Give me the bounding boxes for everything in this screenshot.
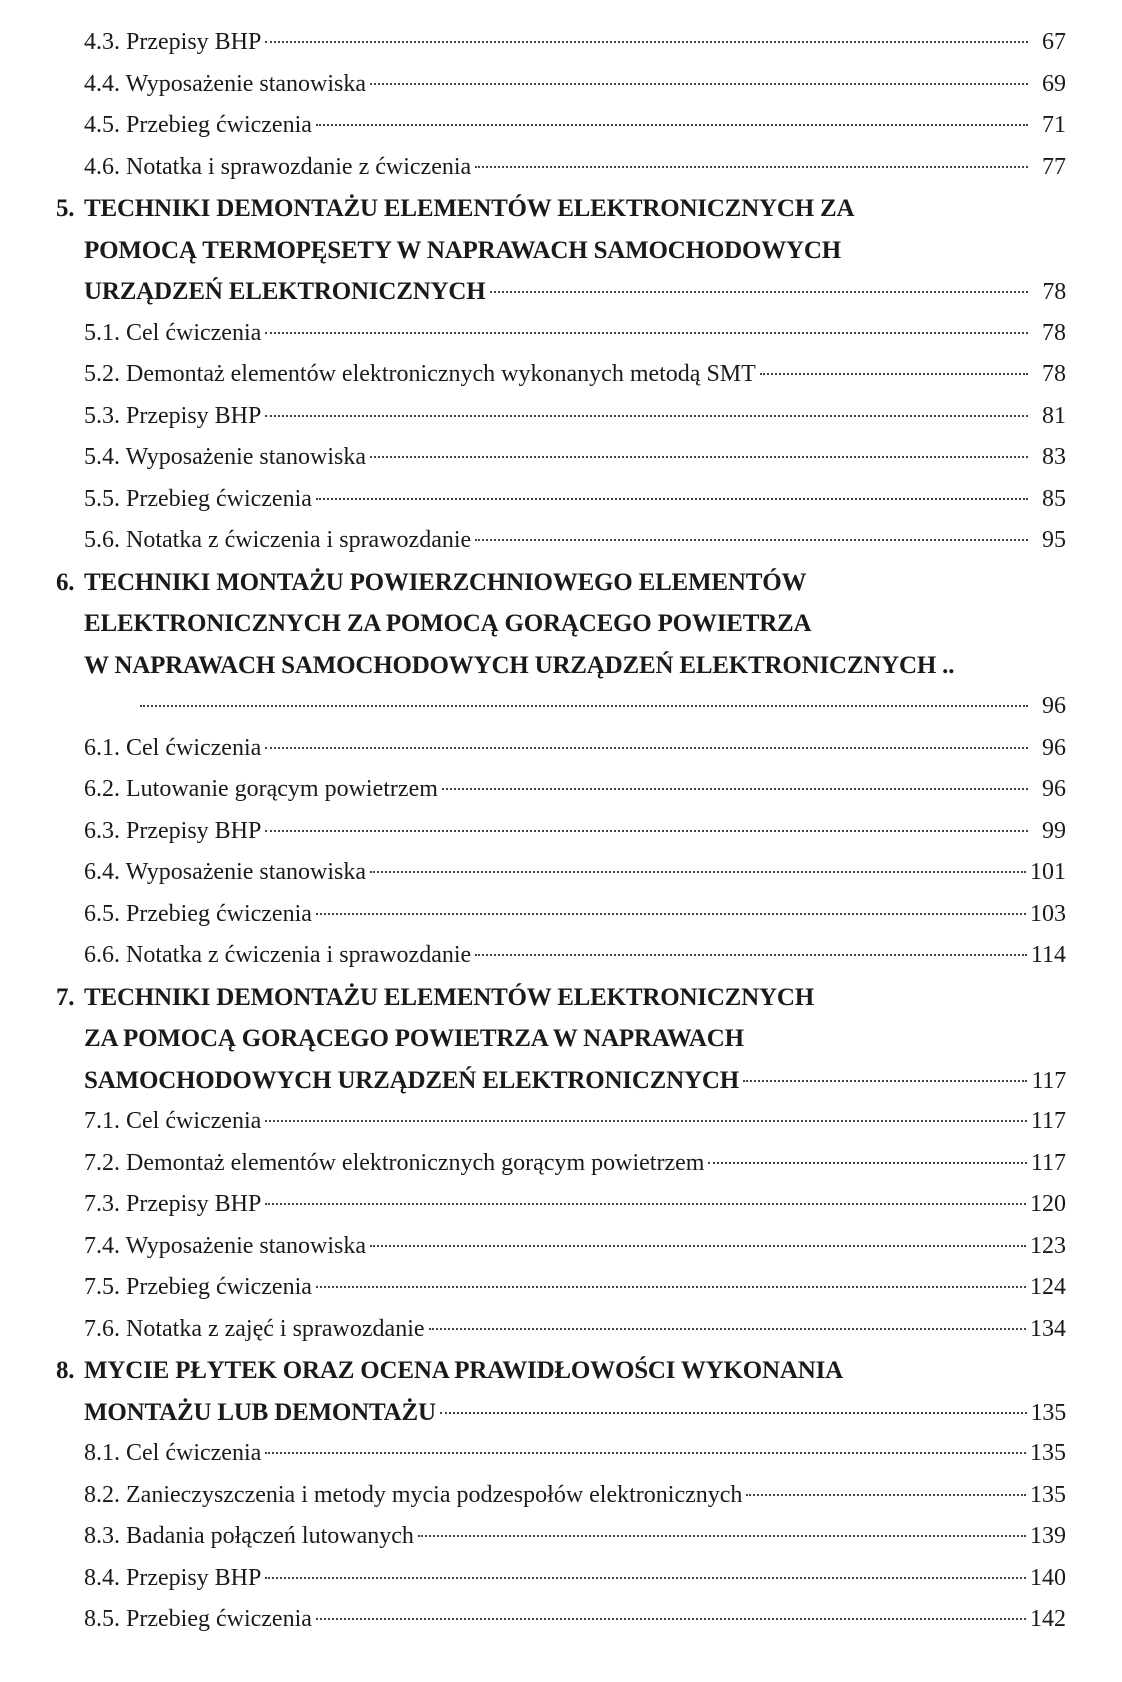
- chapter-number: 8.: [56, 1357, 75, 1384]
- dot-leader: [265, 1120, 1027, 1122]
- chapter-title-line: MYCIE PŁYTEK ORAZ OCENA PRAWIDŁOWOŚCI WYKONANIA: [84, 1357, 843, 1384]
- dot-leader: [265, 415, 1028, 417]
- dot-leader: [140, 705, 1028, 707]
- toc-entry-7-2: [56, 1143, 1066, 1185]
- toc-entry-title: 5.3. Przepisy BHP: [84, 402, 262, 429]
- toc-page-number: 78: [1042, 319, 1066, 346]
- toc-entry-title: 7.4. Wyposażenie stanowiska: [84, 1232, 367, 1259]
- toc-entry-title: 4.4. Wyposażenie stanowiska: [84, 70, 367, 97]
- dot-leader: [316, 913, 1026, 915]
- toc-page-number: 117: [1030, 1108, 1066, 1134]
- dot-leader: [475, 166, 1028, 168]
- toc-entry-6-5: [56, 894, 1066, 936]
- dot-leader: [440, 1412, 1027, 1414]
- chapter-number: 5.: [56, 195, 75, 222]
- toc-entry-4-5: [56, 105, 1066, 147]
- toc-page-number: 114: [1030, 942, 1066, 968]
- toc-entry-6-6: [56, 935, 1066, 977]
- toc-entry-5-1: [56, 313, 1066, 355]
- toc-entry-7-4: [56, 1226, 1066, 1268]
- toc-entry-title: 5.4. Wyposażenie stanowiska: [84, 444, 367, 470]
- toc-entry-title: 6.6. Notatka z ćwiczenia i sprawozdanie: [84, 942, 472, 968]
- toc-page-number: 81: [1042, 402, 1066, 429]
- toc-entry-6-3: [56, 811, 1066, 853]
- dot-leader: [265, 41, 1028, 43]
- toc-page-number: 77: [1042, 153, 1066, 180]
- toc-page-number: 139: [1030, 1523, 1066, 1549]
- dot-leader: [370, 456, 1028, 458]
- toc-entry-title: 8.1. Cel ćwiczenia: [84, 1440, 262, 1466]
- toc-entry-title: 6.2. Lutowanie gorącym powietrzem: [84, 776, 438, 802]
- toc-entry-7-6: [56, 1309, 1066, 1351]
- chapter-title-line: ELEKTRONICZNYCH ZA POMOCĄ GORĄCEGO POWIETRZA: [84, 610, 812, 637]
- dot-leader: [265, 1452, 1026, 1454]
- dot-leader: [418, 1535, 1026, 1537]
- toc-entry-title: 6.5. Przebieg ćwiczenia: [84, 900, 312, 927]
- toc-chapter-6-line2: [56, 603, 1066, 645]
- toc-entry-6-4: [56, 852, 1066, 894]
- toc-chapter-8-line1: [56, 1350, 1066, 1392]
- toc-entry-5-4: [56, 437, 1066, 479]
- dot-leader: [316, 1618, 1026, 1620]
- toc-entry-4-4: [56, 64, 1066, 106]
- toc-entry-8-1: [56, 1433, 1066, 1475]
- dot-leader: [370, 871, 1026, 873]
- toc-entry-title: 5.2. Demontaż elementów elektronicznych wykonanych metodą SMT: [84, 361, 756, 387]
- dot-leader: [370, 1245, 1026, 1247]
- toc-page-number: 142: [1030, 1606, 1066, 1632]
- dot-leader: [475, 539, 1028, 541]
- dot-leader: [746, 1494, 1026, 1496]
- toc-entry-title: 7.6. Notatka z zajęć i sprawozdanie: [84, 1315, 425, 1342]
- chapter-title-line: TECHNIKI DEMONTAŻU ELEMENTÓW ELEKTRONICZNYCH: [84, 983, 814, 1011]
- dot-leader: [475, 954, 1027, 956]
- chapter-number: 6.: [56, 568, 75, 596]
- toc-entry-5-3: [56, 396, 1066, 438]
- toc-page-number: 140: [1030, 1564, 1066, 1591]
- dot-leader: [708, 1162, 1026, 1164]
- dot-leader: [760, 373, 1028, 375]
- dot-leader: [316, 124, 1028, 126]
- toc-entry-8-4: [56, 1558, 1066, 1600]
- toc-entry-7-5: [56, 1267, 1066, 1309]
- toc-chapter-6-line1: [56, 562, 1066, 604]
- toc-entry-title: 7.1. Cel ćwiczenia: [84, 1108, 262, 1134]
- dot-leader: [265, 830, 1028, 832]
- toc-page-number: 117: [1030, 1149, 1066, 1176]
- toc-entry-5-2: [56, 354, 1066, 396]
- chapter-number: 7.: [56, 983, 75, 1011]
- toc-entry-8-5: [56, 1599, 1066, 1641]
- toc-page-number: 117: [1031, 1067, 1066, 1094]
- toc-chapter-5-line2: [56, 230, 1066, 272]
- toc-page-number: 96: [1042, 776, 1066, 802]
- dot-leader: [490, 291, 1028, 293]
- toc-entry-7-1: [56, 1101, 1066, 1143]
- toc-page-number: 103: [1030, 900, 1066, 927]
- toc-chapter-5-line1: [56, 188, 1066, 230]
- toc-page-number: 96: [1042, 734, 1066, 761]
- toc-entry-title: 6.3. Przepisy BHP: [84, 817, 262, 844]
- toc-page-number: 83: [1042, 444, 1066, 470]
- toc-entry-4-3: [56, 22, 1066, 64]
- chapter-title-line: MONTAŻU LUB DEMONTAŻU: [84, 1398, 436, 1426]
- chapter-title-line: TECHNIKI DEMONTAŻU ELEMENTÓW ELEKTRONICZNYCH ZA: [84, 195, 855, 222]
- chapter-title-line: W NAPRAWACH SAMOCHODOWYCH URZĄDZEŃ ELEKTRONICZNYCH ..: [84, 651, 955, 679]
- chapter-title-line: URZĄDZEŃ ELEKTRONICZNYCH: [84, 278, 486, 305]
- toc-chapter-7-line3: [56, 1060, 1066, 1102]
- toc-page-number: 71: [1042, 112, 1066, 138]
- chapter-title-line: POMOCĄ TERMOPĘSETY W NAPRAWACH SAMOCHODOWYCH: [84, 236, 841, 264]
- toc-entry-title: 4.3. Przepisy BHP: [84, 29, 262, 55]
- toc-entry-4-6: [56, 147, 1066, 189]
- toc-entry-title: 8.5. Przebieg ćwiczenia: [84, 1606, 312, 1632]
- toc-entry-title: 8.3. Badania połączeń lutowanych: [84, 1523, 414, 1549]
- toc-entry-title: 7.5. Przebieg ćwiczenia: [84, 1274, 312, 1300]
- dot-leader: [265, 747, 1028, 749]
- toc-page-number: 123: [1030, 1232, 1066, 1259]
- dot-leader: [429, 1328, 1026, 1330]
- toc-page-number: 135: [1030, 1440, 1066, 1466]
- dot-leader: [442, 788, 1028, 790]
- toc-entry-6-1: [56, 728, 1066, 770]
- toc-entry-title: 8.2. Zanieczyszczenia i metody mycia podzespołów elektronicznych: [84, 1481, 743, 1508]
- table-of-contents: [56, 22, 1066, 1641]
- toc-entry-title: 7.2. Demontaż elementów elektronicznych gorącym powietrzem: [84, 1149, 705, 1176]
- toc-entry-title: 6.1. Cel ćwiczenia: [84, 734, 262, 761]
- toc-entry-title: 5.6. Notatka z ćwiczenia i sprawozdanie: [84, 527, 472, 553]
- dot-leader: [265, 1577, 1026, 1579]
- toc-entry-8-2: [56, 1475, 1066, 1517]
- toc-chapter-6-line3: [56, 645, 1066, 687]
- toc-chapter-7-line1: [56, 977, 1066, 1019]
- toc-chapter-6-page-line: [56, 686, 1066, 728]
- toc-page-number: 78: [1042, 361, 1066, 387]
- toc-page-number: 67: [1042, 29, 1066, 55]
- toc-page-number: 95: [1042, 527, 1066, 553]
- chapter-title-line: SAMOCHODOWYCH URZĄDZEŃ ELEKTRONICZNYCH: [84, 1066, 739, 1094]
- chapter-title-line: ZA POMOCĄ GORĄCEGO POWIETRZA W NAPRAWACH: [84, 1025, 744, 1052]
- toc-entry-title: 4.5. Przebieg ćwiczenia: [84, 112, 312, 138]
- toc-page-number: 101: [1030, 859, 1066, 885]
- toc-entry-title: 5.1. Cel ćwiczenia: [84, 319, 262, 346]
- toc-page-number: 85: [1042, 485, 1066, 512]
- dot-leader: [743, 1080, 1028, 1082]
- toc-entry-5-5: [56, 479, 1066, 521]
- toc-page-number: 69: [1042, 70, 1066, 97]
- toc-page-number: 135: [1030, 1481, 1066, 1508]
- toc-entry-title: 7.3. Przepisy BHP: [84, 1191, 262, 1217]
- toc-entry-title: 8.4. Przepisy BHP: [84, 1564, 262, 1591]
- toc-entry-title: 5.5. Przebieg ćwiczenia: [84, 485, 312, 512]
- dot-leader: [370, 83, 1028, 85]
- toc-page-number: 96: [1042, 693, 1066, 719]
- dot-leader: [316, 1286, 1026, 1288]
- chapter-title-line: TECHNIKI MONTAŻU POWIERZCHNIOWEGO ELEMENTÓW: [84, 568, 807, 596]
- toc-chapter-7-line2: [56, 1018, 1066, 1060]
- dot-leader: [265, 1203, 1026, 1205]
- toc-page-number: 99: [1042, 817, 1066, 844]
- toc-chapter-8-line2: [56, 1392, 1066, 1434]
- toc-chapter-5-line3: [56, 271, 1066, 313]
- toc-entry-5-6: [56, 520, 1066, 562]
- toc-page-number: 120: [1030, 1191, 1066, 1217]
- toc-page-number: 78: [1042, 279, 1066, 305]
- dot-leader: [316, 498, 1028, 500]
- toc-entry-7-3: [56, 1184, 1066, 1226]
- toc-entry-title: 4.6. Notatka i sprawozdanie z ćwiczenia: [84, 153, 472, 180]
- toc-page-number: 135: [1030, 1399, 1066, 1426]
- dot-leader: [265, 332, 1028, 334]
- toc-page-number: 134: [1030, 1315, 1066, 1342]
- toc-entry-title: 6.4. Wyposażenie stanowiska: [84, 859, 367, 885]
- toc-page-number: 124: [1030, 1274, 1066, 1300]
- toc-entry-6-2: [56, 769, 1066, 811]
- toc-entry-8-3: [56, 1516, 1066, 1558]
